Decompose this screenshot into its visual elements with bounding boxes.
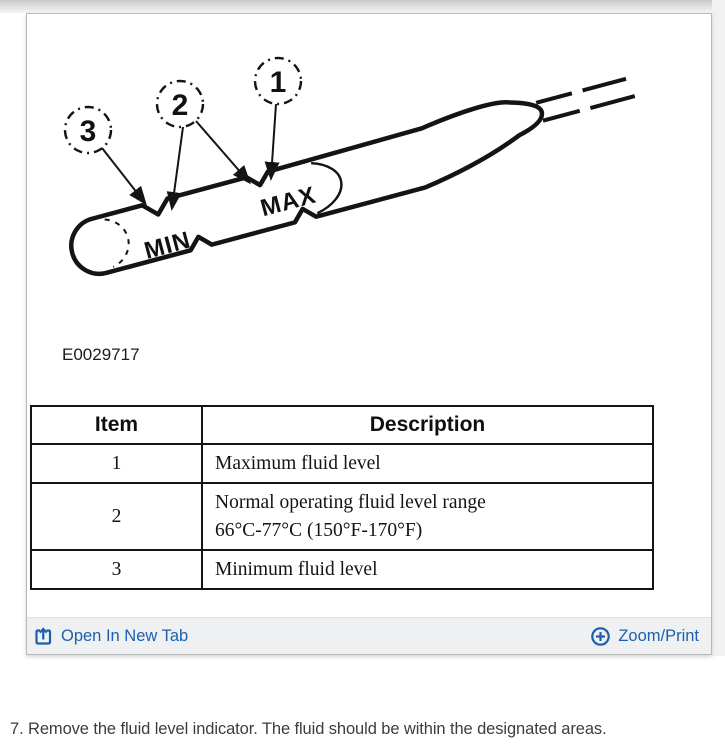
zoom-plus-icon [590,626,611,647]
description-cell [202,444,653,483]
zoom-print-link[interactable] [590,626,699,647]
callouts [65,58,301,153]
max-label: MAX [257,181,320,223]
figure-toolbar [27,617,711,654]
table-header-description: Description [202,406,653,444]
open-in-new-tab-link[interactable] [33,626,188,647]
table-row [31,444,653,483]
table-row [31,550,653,589]
callout-arrow-3 [102,148,145,203]
item-cell: 2 [31,483,202,550]
figure-card [26,13,712,655]
zoom-print-label: Zoom/Print [618,626,699,645]
description-line: Normal operating fluid level range [215,492,486,514]
description-line: 66°C-77°C (150°F-170°F) [215,519,423,541]
step-instruction: 7. Remove the fluid level indicator. The fluid should be within the designated areas. [10,720,607,738]
dipstick-blade [63,67,644,283]
top-shadow-strip [0,0,725,13]
parts-table [30,405,654,590]
open-in-new-tab-icon [33,626,54,647]
figure-code: E0029717 [62,345,140,364]
callout-number-2: 2 [171,89,189,122]
table-row [31,483,653,550]
callout-arrow-2b [196,121,249,182]
callout-number-1: 1 [269,66,287,99]
description-line: Maximum fluid level [215,453,381,474]
min-label: MIN [141,226,194,265]
dipstick-rod [536,78,635,121]
description-cell [202,550,653,589]
description-cell [202,483,653,550]
scrollbar-track[interactable] [712,0,725,656]
item-cell: 1 [31,444,202,483]
item-cell: 3 [31,550,202,589]
table-header-row [31,406,653,444]
table-header-item: Item [31,406,202,444]
callout-number-3: 3 [79,115,97,148]
callout-arrow-1 [271,104,276,178]
dipstick-diagram [30,40,690,380]
open-in-new-tab-label: Open In New Tab [61,626,189,645]
description-line: Minimum fluid level [215,558,378,580]
